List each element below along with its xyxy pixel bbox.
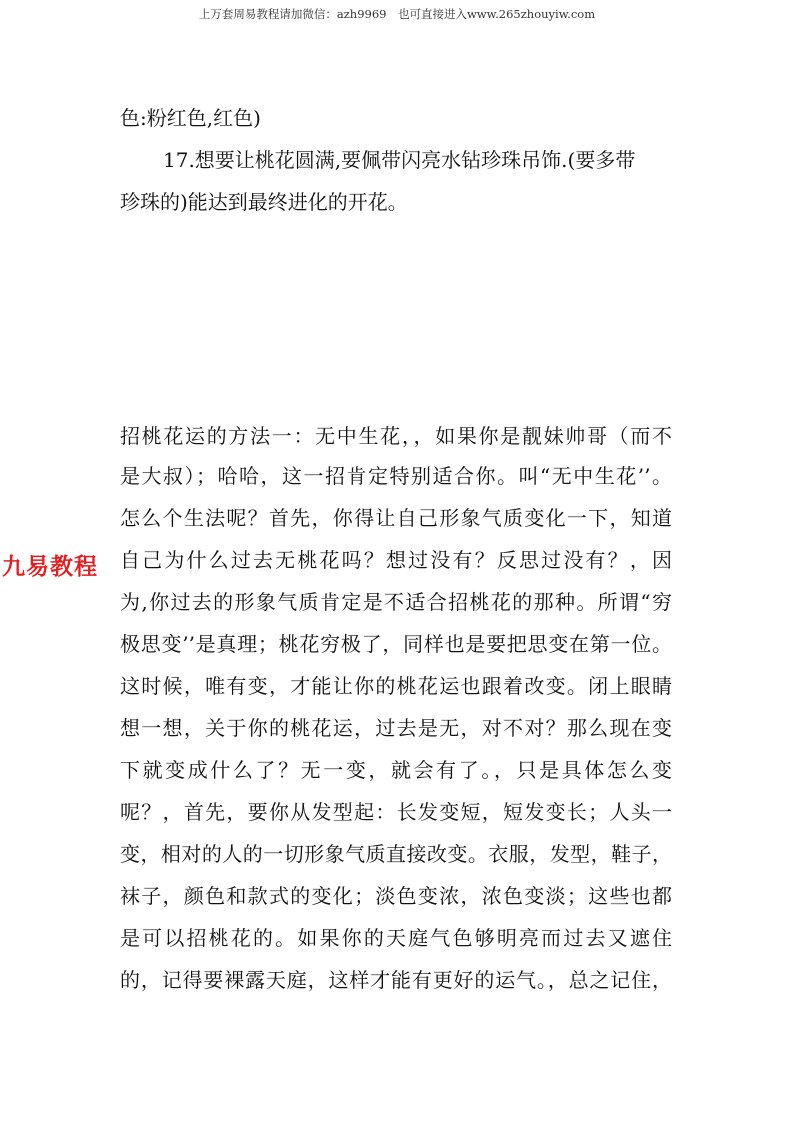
text-line: 想一想，关于你的桃花运，过去是无，对不对？那么现在变 — [120, 716, 672, 740]
text-line: 极思变’’是真理；桃花穷极了，同样也是要把思变在第一位。 — [120, 632, 672, 656]
text-line: 变，相对的人的一切形象气质直接改变。衣服，发型，鞋子， — [120, 842, 672, 866]
text-line: 这时候，唯有变，才能让你的桃花运也跟着改变。闭上眼睛 — [120, 674, 672, 698]
text-line: 为,你过去的形象气质肯定是不适合招桃花的那种。所谓“穷 — [120, 590, 672, 614]
text-line: 怎么个生法呢？首先，你得让自己形象气质变化一下，知道 — [120, 506, 672, 530]
text-line: 珍珠的)能达到最终进化的开花。 — [120, 190, 408, 214]
text-line: 自己为什么过去无桃花吗？想过没有？反思过没有？，因 — [120, 548, 672, 572]
watermark-logo: 九易教程 — [2, 554, 98, 580]
text-line: 招桃花运的方法一：无中生花，，如果你是靓妹帅哥（而不 — [120, 424, 672, 448]
text-line: 是可以招桃花的。如果你的天庭气色够明亮而过去又遮住 — [120, 926, 672, 950]
text-line: 色:粉红色,红色) — [120, 106, 261, 130]
text-line: 呢？，首先，要你从发型起：长发变短，短发变长；人头一 — [120, 800, 672, 824]
text-line: 的，记得要裸露天庭，这样才能有更好的运气。，总之记住， — [120, 968, 672, 992]
page-header: 上万套周易教程请加微信：azh9969 也可直接进入www.265zhouyiw.com — [198, 7, 596, 21]
text-line: 下就变成什么了？无一变，就会有了。，只是具体怎么变 — [120, 758, 672, 782]
text-line: 袜子，颜色和款式的变化；淡色变浓，浓色变淡；这些也都 — [120, 884, 672, 908]
text-line: 17.想要让桃花圆满,要佩带闪亮水钻珍珠吊饰.(要多带 — [163, 148, 636, 172]
text-line: 是大叔）；哈哈，这一招肯定特别适合你。叫“无中生花’’。 — [120, 464, 672, 488]
